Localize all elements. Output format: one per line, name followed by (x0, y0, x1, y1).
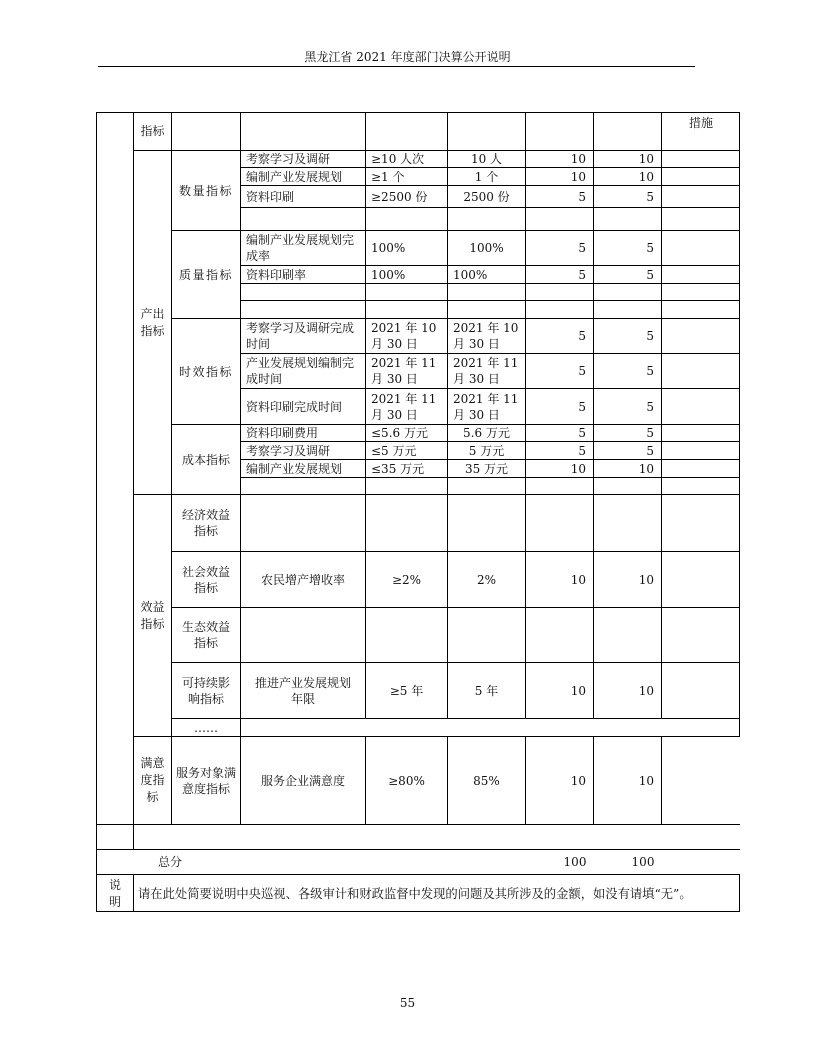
empty-cell (661, 494, 740, 551)
empty-cell (365, 300, 447, 318)
actual-value: 2021 年 10 月 30 日 (447, 318, 525, 353)
empty-cell (240, 494, 365, 551)
note-label: 说明 (96, 874, 133, 912)
empty-cell (365, 494, 447, 551)
weight-value: 10 (525, 736, 593, 824)
indicator-name: 产业发展规划编制完成时间 (240, 353, 365, 388)
empty-cell (661, 607, 740, 662)
empty-cell (365, 283, 447, 300)
actual-value: 1 个 (447, 167, 525, 185)
score-value: 10 (593, 551, 661, 607)
indicator-name: 考察学习及调研 (240, 150, 365, 167)
sustainable-impact-label: 可持续影响指标 (171, 662, 240, 718)
measure-cell (661, 150, 740, 167)
actual-value: 100% (447, 230, 525, 265)
measure-cell (661, 185, 740, 207)
empty-cell (447, 300, 525, 318)
empty-cell (525, 283, 593, 300)
weight-value: 5 (525, 265, 593, 283)
note-text: 请在此处简要说明中央巡视、各级审计和财政监督中发现的问题及其所涉及的金额，如没有请填“无”。 (133, 874, 740, 912)
weight-value: 5 (525, 424, 593, 441)
measure-cell (661, 353, 740, 388)
score-value: 5 (593, 353, 661, 388)
empty-cell (447, 283, 525, 300)
empty-cell (240, 283, 365, 300)
score-value: 10 (593, 662, 661, 718)
weight-value: 10 (525, 459, 593, 477)
score-value: 5 (593, 424, 661, 441)
weight-value: 5 (525, 388, 593, 424)
empty-cell (365, 607, 447, 662)
score-value: 5 (593, 185, 661, 207)
ellipsis-cell: …… (171, 718, 240, 736)
indicator-name: 编制产业发展规划完成率 (240, 230, 365, 265)
empty-cell (447, 207, 525, 230)
actual-value: 2021 年 11 月 30 日 (447, 353, 525, 388)
empty-cell (593, 494, 661, 551)
page-header: 黑龙江省 2021 年度部门决算公开说明 (304, 50, 511, 64)
actual-value: 5 万元 (447, 441, 525, 459)
benefit-indicator-label: 效益指标 (133, 494, 171, 736)
service-satisfaction-label: 服务对象满意度指标 (171, 736, 240, 824)
economic-benefit-label: 经济效益指标 (171, 494, 240, 551)
weight-value: 5 (525, 185, 593, 207)
empty-cell (593, 300, 661, 318)
weight-value: 5 (525, 230, 593, 265)
empty-cell (525, 607, 593, 662)
score-value: 10 (593, 150, 661, 167)
score-value: 10 (593, 736, 661, 824)
header-rule (98, 66, 695, 67)
score-value: 5 (593, 388, 661, 424)
indicator-name: 推进产业发展规划年限 (240, 662, 365, 718)
empty-cell (661, 283, 740, 300)
empty-cell (240, 300, 365, 318)
target-value: 2021 年 10 月 30 日 (365, 318, 447, 353)
indicator-name: 资料印刷费用 (240, 424, 365, 441)
header-cell (447, 112, 525, 150)
timeliness-indicator-label: 时效指标 (171, 318, 240, 424)
quantity-indicator-label: 数量指标 (171, 150, 240, 230)
target-value: ≥10 人次 (365, 150, 447, 167)
empty-cell (525, 477, 593, 494)
target-value: 2021 年 11 月 30 日 (365, 353, 447, 388)
actual-value: 2500 份 (447, 185, 525, 207)
ecological-benefit-label: 生态效益指标 (171, 607, 240, 662)
indicator-name: 资料印刷 (240, 185, 365, 207)
cost-indicator-label: 成本指标 (171, 424, 240, 494)
indicator-name: 服务企业满意度 (240, 736, 365, 824)
empty-cell (661, 300, 740, 318)
measure-cell (661, 441, 740, 459)
weight-value: 5 (525, 318, 593, 353)
measure-cell (661, 459, 740, 477)
weight-value: 10 (525, 167, 593, 185)
empty-cell (593, 477, 661, 494)
empty-cell (661, 477, 740, 494)
indicator-name: 编制产业发展规划 (240, 459, 365, 477)
actual-value: 100% (447, 265, 525, 283)
total-score: 100 (631, 854, 655, 869)
target-value: 2021 年 11 月 30 日 (365, 388, 447, 424)
right-border (739, 874, 740, 912)
header-cell (593, 112, 661, 150)
measures-header: 措施 (661, 112, 740, 150)
score-value: 5 (593, 318, 661, 353)
empty-cell (240, 477, 365, 494)
right-border (739, 112, 740, 737)
measure-cell (661, 265, 740, 283)
actual-value: 10 人 (447, 150, 525, 167)
actual-value: 5.6 万元 (447, 424, 525, 441)
actual-value: 2% (447, 551, 525, 607)
indicator-name: 考察学习及调研完成时间 (240, 318, 365, 353)
bottom-border (96, 911, 740, 912)
blank-left-cell (96, 112, 133, 824)
blank-row (240, 718, 740, 736)
target-value: ≤5 万元 (365, 441, 447, 459)
empty-cell (447, 607, 525, 662)
score-value: 10 (593, 459, 661, 477)
header-cell (525, 112, 593, 150)
empty-cell (593, 207, 661, 230)
score-value: 5 (593, 265, 661, 283)
target-value: ≥2500 份 (365, 185, 447, 207)
actual-value: 85% (447, 736, 525, 824)
actual-value: 2021 年 11 月 30 日 (447, 388, 525, 424)
measure-cell (661, 167, 740, 185)
empty-cell (365, 477, 447, 494)
indicator-name: 农民增产增收率 (240, 551, 365, 607)
measure-cell (661, 230, 740, 265)
empty-cell (593, 607, 661, 662)
score-value: 5 (593, 230, 661, 265)
measure-cell (661, 388, 740, 424)
measure-cell (661, 736, 740, 824)
measure-cell (661, 424, 740, 441)
empty-cell (447, 494, 525, 551)
weight-value: 10 (525, 551, 593, 607)
empty-cell (447, 477, 525, 494)
target-value: 100% (365, 265, 447, 283)
header-cell (171, 112, 240, 150)
output-indicator-label: 产出指标 (133, 150, 171, 494)
target-value: ≥1 个 (365, 167, 447, 185)
weight-value: 10 (525, 662, 593, 718)
blank-cell (96, 824, 133, 849)
indicator-header: 指标 (133, 112, 171, 150)
social-benefit-label: 社会效益指标 (171, 551, 240, 607)
blank-cell (133, 824, 740, 849)
target-value: ≤5.6 万元 (365, 424, 447, 441)
satisfaction-indicator-label: 满意度指标 (133, 736, 171, 824)
target-value: ≥2% (365, 551, 447, 607)
measure-cell (661, 662, 740, 718)
measure-cell (661, 551, 740, 607)
total-label: 总分 (157, 854, 182, 869)
weight-value: 10 (525, 150, 593, 167)
empty-cell (525, 494, 593, 551)
actual-value: 35 万元 (447, 459, 525, 477)
score-value: 5 (593, 441, 661, 459)
indicator-name: 资料印刷完成时间 (240, 388, 365, 424)
total-weight: 100 (563, 854, 587, 869)
empty-cell (525, 207, 593, 230)
weight-value: 5 (525, 441, 593, 459)
quality-indicator-label: 质量指标 (171, 230, 240, 318)
indicator-name: 考察学习及调研 (240, 441, 365, 459)
empty-cell (593, 283, 661, 300)
weight-value: 5 (525, 353, 593, 388)
page-number: 55 (399, 996, 416, 1010)
empty-cell (525, 300, 593, 318)
actual-value: 5 年 (447, 662, 525, 718)
empty-cell (365, 207, 447, 230)
empty-cell (240, 207, 365, 230)
score-value: 10 (593, 167, 661, 185)
indicator-name: 编制产业发展规划 (240, 167, 365, 185)
header-cell (240, 112, 365, 150)
empty-cell (661, 207, 740, 230)
target-value: ≥5 年 (365, 662, 447, 718)
indicator-name: 资料印刷率 (240, 265, 365, 283)
target-value: ≤35 万元 (365, 459, 447, 477)
target-value: ≥80% (365, 736, 447, 824)
measure-cell (661, 318, 740, 353)
header-cell (365, 112, 447, 150)
empty-cell (240, 607, 365, 662)
target-value: 100% (365, 230, 447, 265)
